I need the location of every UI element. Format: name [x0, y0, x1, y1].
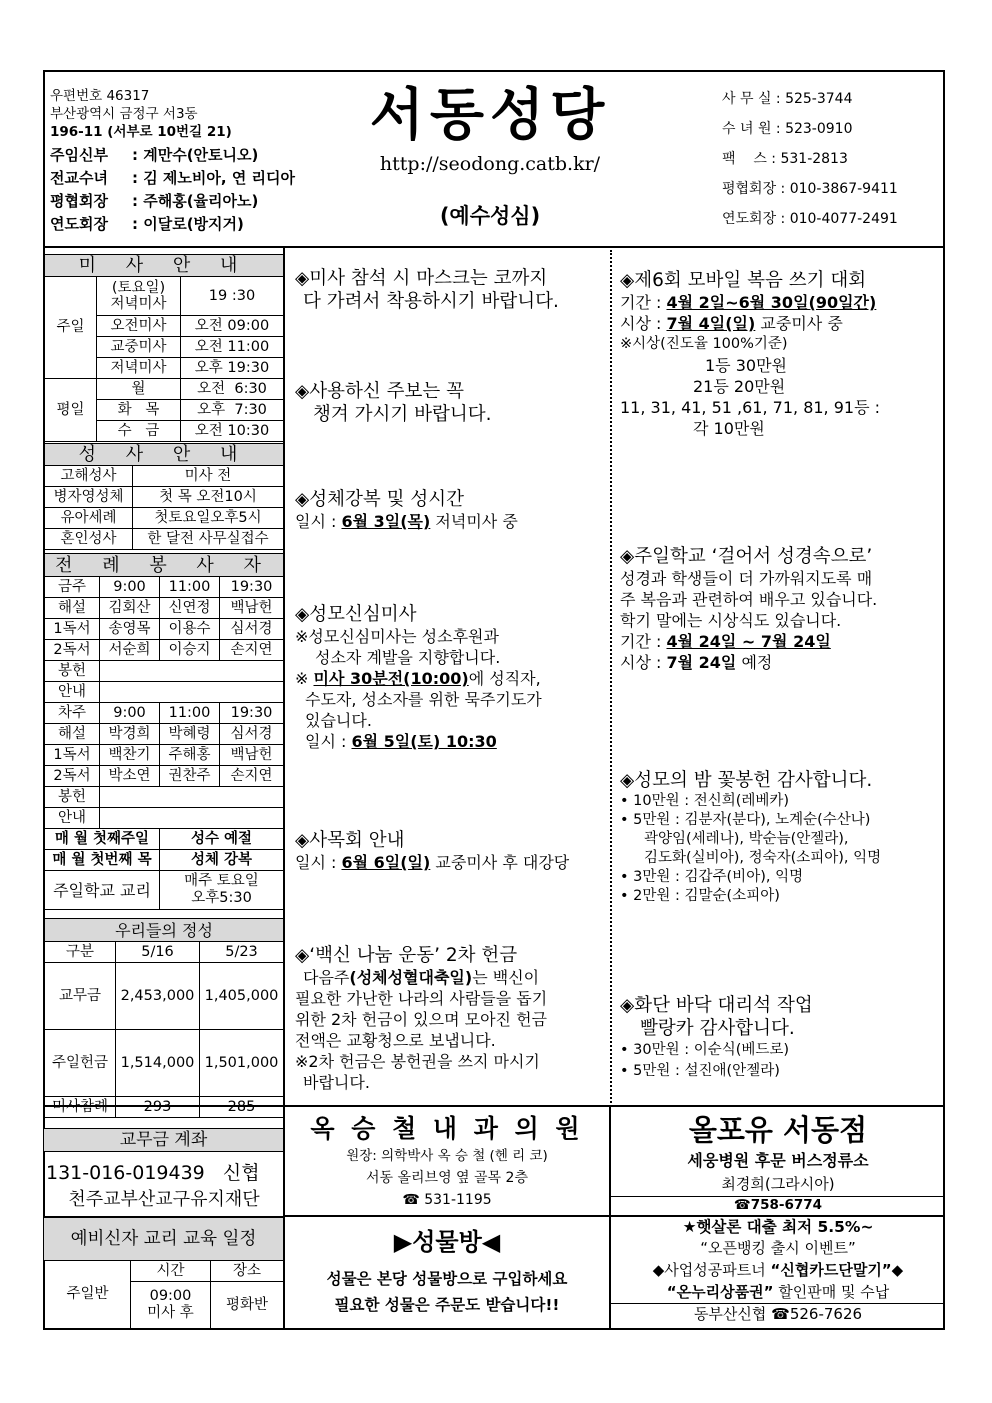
mass-time: 오후 7:30 [181, 400, 284, 421]
offering-table [44, 918, 284, 1118]
sacrament-value: 첫 목 오전10시 [133, 487, 284, 508]
church-name: 서동성당 [369, 83, 611, 148]
catechumen-place: 평화반 [211, 1282, 284, 1329]
table-cell: 2,453,000 [116, 963, 200, 1030]
table-cell: 주일헌금 [45, 1030, 116, 1097]
table-cell: : 계만수(안토니오) [132, 146, 259, 164]
sacrament-value: 첫토요일오후5시 [133, 508, 284, 529]
notice-line: 11, 31, 41, 51 ,61, 71, 81, 91등 : [620, 398, 881, 417]
staff-row [50, 144, 295, 167]
mass-name: 교중미사 [97, 337, 181, 358]
table-cell: 교무금 [45, 963, 116, 1030]
notice-line: 필요한 가난한 나라의 사람들을 돕기 [295, 989, 548, 1008]
table-cell: 해설 [45, 598, 100, 619]
notice-line: 기간 : 4월 24일 ~ 7월 24일 [620, 632, 831, 651]
sacrament-name: 혼인성사 [45, 529, 133, 550]
table-cell: 시간 [131, 1261, 211, 1282]
notice-line: 시상 : 7월 24일 예정 [620, 653, 773, 672]
notice-title: ◈성모신심미사 [295, 604, 417, 625]
table-cell: 박소연 [100, 766, 160, 787]
notice-line: 다 가려서 착용하시기 바랍니다. [303, 290, 559, 312]
table-cell: 구분 [45, 942, 116, 963]
notice-line: • 3만원 : 김갑주(비아), 익명 [620, 869, 804, 885]
sacrament-name: 고해성사 [45, 466, 133, 487]
monthly-value: 성체 강복 [160, 850, 284, 871]
notice-sunday-school [620, 545, 942, 673]
mass-time: 19 :30 [181, 277, 284, 316]
monthly-value: 성수 예절 [160, 829, 284, 850]
table-cell: 5/23 [200, 942, 284, 963]
table-cell [100, 661, 284, 682]
notice-line: ※시상(진도율 100%기준) [620, 336, 788, 352]
contact-council: 평협회장 : 010-3867-9411 [722, 181, 898, 197]
table-cell: 5/16 [116, 942, 200, 963]
notice-line: 일시 : 6월 6일(일) 교중미사 후 대강당 [295, 853, 570, 872]
table-cell: 1독서 [45, 619, 100, 640]
contact-convent: 수 녀 원 : 523-0910 [722, 121, 853, 137]
table-cell: 11:00 [160, 577, 220, 598]
shinhyup-phone: 동부산신협 ☎526-7626 [611, 1303, 945, 1325]
table-cell: 서순희 [100, 640, 160, 661]
table-cell: : 이달로(방지거) [132, 215, 244, 233]
notice-title: ◈성체강복 및 성시간 [295, 489, 464, 510]
notice-flowers [620, 769, 942, 906]
notice-line: 21등 20만원 [693, 377, 786, 396]
offering-title: 우리들의 정성 [45, 919, 284, 942]
notice-council [295, 829, 607, 873]
table-cell: 1,405,000 [200, 963, 284, 1030]
table-cell: 박경희 [100, 724, 160, 745]
notice-title: ◈사목회 안내 [295, 830, 405, 851]
mass-title: 미 사 안 내 [45, 255, 284, 277]
table-cell: 2독서 [45, 766, 100, 787]
sacrament-name: 병자영성체 [45, 487, 133, 508]
catechumen-label: 주일반 [45, 1261, 131, 1329]
table-cell: 19:30 [220, 703, 284, 724]
allforyou-name: 올포유 서동점 [688, 1113, 868, 1147]
table-cell: 1독서 [45, 745, 100, 766]
table-cell: 백남헌 [220, 598, 284, 619]
table-cell: 9:00 [100, 577, 160, 598]
table-cell: 백남헌 [220, 745, 284, 766]
notice-line: • 2만원 : 김말순(소피아) [620, 888, 780, 904]
mass-time: 오전 6:30 [181, 379, 284, 400]
clinic-name: 옥 승 철 내 과 의 원 [310, 1114, 584, 1143]
table-cell: 285 [200, 1097, 284, 1118]
notice-title: ◈성모의 밤 꽃봉헌 감사합니다. [620, 770, 873, 791]
allforyou-owner: 최경희(그라시아) [721, 1175, 835, 1193]
mass-time: 오전 10:30 [181, 421, 284, 442]
contact-office: 사 무 실 : 525-3744 [722, 91, 853, 107]
table-cell: 1,514,000 [116, 1030, 200, 1097]
account-holder: 천주교부산교구유지재단 [68, 1189, 260, 1210]
table-cell [100, 808, 284, 829]
table-cell: 이용수 [160, 619, 220, 640]
clinic-phone: ☎ 531-1195 [402, 1192, 492, 1208]
sacrament-value: 미사 전 [133, 466, 284, 487]
ad-clinic [285, 1107, 609, 1215]
notice-line: 주 복음과 관련하여 배우고 있습니다. [620, 590, 878, 609]
table-cell: 주임신부 [50, 146, 108, 164]
table-cell: 박혜령 [160, 724, 220, 745]
notice-marian-mass [295, 603, 607, 752]
table-cell: 안내 [45, 808, 100, 829]
notice-line: ※ 미사 30분전(10:00)에 성직자, [295, 669, 541, 688]
address-line-2: 196-11 (서부로 10번길 21) [50, 124, 232, 140]
notice-mask [295, 268, 607, 313]
table-cell: 전교수녀 [50, 169, 108, 187]
notice-title: ◈제6회 모바일 복음 쓰기 대회 [620, 270, 867, 291]
website-url[interactable]: http://seodong.catb.kr/ [379, 153, 601, 175]
notice-line: • 10만원 : 전신희(레베카) [620, 793, 790, 809]
mass-time: 오전 11:00 [181, 337, 284, 358]
notice-marble [620, 994, 942, 1082]
table-cell [100, 682, 284, 703]
shinhyup-line: ★햇살론 대출 최저 5.5%~ [682, 1218, 874, 1236]
table-cell: 김회산 [100, 598, 160, 619]
sacrament-name: 유아세례 [45, 508, 133, 529]
mass-name: 저녁미사 [97, 358, 181, 379]
notice-line: 일시 : 6월 3일(목) 저녁미사 중 [295, 512, 518, 531]
clinic-director: 원장: 의학박사 옥 승 철 (헨 리 코) [346, 1148, 548, 1164]
notice-line: 챙겨 가시기 바랍니다. [313, 404, 492, 425]
account-number: 131-016-019439 신협 [46, 1162, 260, 1184]
notice-bulletin [295, 380, 607, 426]
notice-line: 전액은 교황청으로 보냅니다. [295, 1031, 496, 1050]
table-cell: 송영목 [100, 619, 160, 640]
notice-title: 빨랑카 감사합니다. [640, 1018, 795, 1039]
notice-line: 다음주(성체성혈대축일)는 백신이 [303, 968, 540, 987]
notice-line: 있습니다. [305, 711, 372, 730]
notice-vaccine [295, 944, 607, 1093]
notice-line: • 5만원 : 설진애(안젤라) [620, 1063, 780, 1079]
account-title: 교무금 계좌 [44, 1128, 283, 1152]
notice-line: 학기 말에는 시상식도 있습니다. [620, 611, 842, 630]
table-cell: 신연정 [160, 598, 220, 619]
clinic-address: 서동 올리브영 옆 골목 2층 [366, 1170, 528, 1186]
table-cell [100, 787, 284, 808]
sunday-school-name: 주일학교 교리 [45, 871, 160, 910]
notice-title: ◈사용하신 주보는 꼭 [295, 381, 464, 402]
mass-time: 오전 09:00 [181, 316, 284, 337]
mass-name: 수 금 [97, 421, 181, 442]
notice-line: 각 10만원 [693, 419, 765, 438]
notice-title: ◈미사 참석 시 마스크는 코까지 [295, 268, 548, 289]
notice-line: 일시 : 6월 5일(토) 10:30 [305, 732, 497, 751]
notice-line: 바랍니다. [303, 1073, 370, 1092]
table-cell: 심서경 [220, 619, 284, 640]
mass-sunday-label: 주일 [45, 277, 97, 379]
mass-time: 오후 19:30 [181, 358, 284, 379]
contact-fax: 팩 스 : 531-2813 [722, 151, 848, 167]
notice-title: ◈주일학교 ‘걸어서 성경속으로’ [620, 546, 873, 567]
notice-line: 수도자, 성소자를 위한 묵주기도가 [305, 690, 542, 709]
notice-title: ◈화단 바닥 대리석 작업 [620, 995, 813, 1016]
catechumen-time: 09:00 미사 후 [131, 1282, 211, 1329]
sacrament-title: 성 사 안 내 [45, 444, 284, 466]
table-cell: 심서경 [220, 724, 284, 745]
mass-name: (토요일) 저녁미사 [97, 277, 181, 316]
table-cell: 이승지 [160, 640, 220, 661]
mass-name: 화 목 [97, 400, 181, 421]
table-cell: 평협회장 [50, 192, 108, 210]
holyshop-line: 성물은 본당 성물방으로 구입하세요 [326, 1270, 568, 1288]
allforyou-location: 세웅병원 후문 버스정류소 [687, 1151, 869, 1170]
shinhyup-line: “온누리상품권” 할인판매 및 수납 [666, 1283, 890, 1301]
middle-dotted-divider [610, 250, 612, 1103]
mass-weekday-label: 평일 [45, 379, 97, 442]
holyshop-line: 필요한 성물은 주문도 받습니다!! [334, 1296, 560, 1314]
notice-line: ※성모신심미사는 성소후원과 [295, 627, 499, 646]
ad-holyshop [285, 1217, 609, 1328]
table-cell: 미사참례 [45, 1097, 116, 1118]
table-cell: 2독서 [45, 640, 100, 661]
notice-line: 성소자 계발을 지향합니다. [315, 648, 501, 667]
sacrament-table [44, 443, 284, 550]
table-cell: 장소 [211, 1261, 284, 1282]
table-cell: 11:00 [160, 703, 220, 724]
ad-shinhyup [611, 1217, 945, 1328]
catechumen-table [44, 1260, 284, 1329]
notice-contest [620, 269, 942, 439]
header-address [50, 87, 340, 142]
monthly-name: 매 월 첫째주일 [45, 829, 160, 850]
notice-line: 성경과 학생들이 더 가까워지도록 매 [620, 569, 873, 588]
postal-code: 우편번호 46317 [50, 88, 150, 104]
header-divider [43, 246, 945, 248]
notice-line: 위한 2차 헌금이 있으며 모아진 헌금 [295, 1010, 547, 1029]
notice-line: ※2차 헌금은 봉헌권을 쓰지 마시기 [295, 1052, 540, 1071]
table-cell: 권찬주 [160, 766, 220, 787]
shinhyup-line: ◆사업성공파트너 “신협카드단말기”◆ [652, 1261, 904, 1279]
table-cell: 손지연 [220, 640, 284, 661]
feast-title: (예수성심) [439, 204, 541, 228]
holyshop-name: ▶성물방◀ [393, 1228, 501, 1256]
notice-line: 기간 : 4월 2일~6월 30일(90일간) [620, 293, 877, 312]
notice-title: ◈‘백신 나눔 운동’ 2차 헌금 [295, 945, 518, 966]
staff-row [50, 190, 295, 213]
table-cell: 차주 [45, 703, 100, 724]
table-cell: : 주해홍(율리아노) [132, 192, 259, 210]
table-cell: : 김 제노비아, 연 리디아 [132, 169, 295, 187]
table-cell: 안내 [45, 682, 100, 703]
notice-line: • 5만원 : 김분자(분다), 노계순(수산나) [620, 812, 871, 828]
allforyou-phone: ☎758-6774 [611, 1196, 945, 1214]
table-cell: 손지연 [220, 766, 284, 787]
catechumen-title: 예비신자 교리 교육 일정 [44, 1218, 283, 1260]
staff-row [50, 213, 295, 236]
table-cell: 연도회장 [50, 215, 108, 233]
table-cell: 9:00 [100, 703, 160, 724]
sacrament-value: 한 달전 사무실접수 [133, 529, 284, 550]
monthly-name: 매 월 첫번째 목 [45, 850, 160, 871]
notice-line: 김도화(실비아), 정숙자(소피아), 익명 [644, 850, 882, 866]
notice-line: • 30만원 : 이순식(베드로) [620, 1042, 790, 1058]
table-cell: 해설 [45, 724, 100, 745]
notice-line: 곽양임(세레나), 박순늠(안젤라), [644, 831, 849, 847]
table-cell: 봉헌 [45, 787, 100, 808]
table-cell: 293 [116, 1097, 200, 1118]
table-cell: 주해홍 [160, 745, 220, 766]
ad-allforyou [611, 1107, 945, 1215]
contact-yeondo: 연도회장 : 010-4077-2491 [722, 211, 898, 227]
table-cell: 금주 [45, 577, 100, 598]
address-line-1: 부산광역시 금정구 서3동 [50, 106, 198, 122]
notice-line: 시상 : 7월 4일(일) 교중미사 중 [620, 314, 843, 333]
staff-list [50, 144, 295, 236]
table-cell: 백찬기 [100, 745, 160, 766]
servers-title: 전 례 봉 사 자 [45, 554, 284, 577]
staff-row [50, 167, 295, 190]
shinhyup-line: “오픈뱅킹 출시 이벤트” [700, 1239, 856, 1257]
table-cell: 19:30 [220, 577, 284, 598]
sunday-school-time: 매주 토요일 오후5:30 [160, 871, 284, 910]
servers-table [44, 553, 284, 910]
notice-benediction [295, 488, 607, 532]
notice-line: 1등 30만원 [705, 356, 787, 375]
contacts [722, 88, 898, 238]
mass-name: 오전미사 [97, 316, 181, 337]
table-cell: 봉헌 [45, 661, 100, 682]
table-cell: 1,501,000 [200, 1030, 284, 1097]
mass-table [44, 254, 284, 442]
mass-name: 월 [97, 379, 181, 400]
